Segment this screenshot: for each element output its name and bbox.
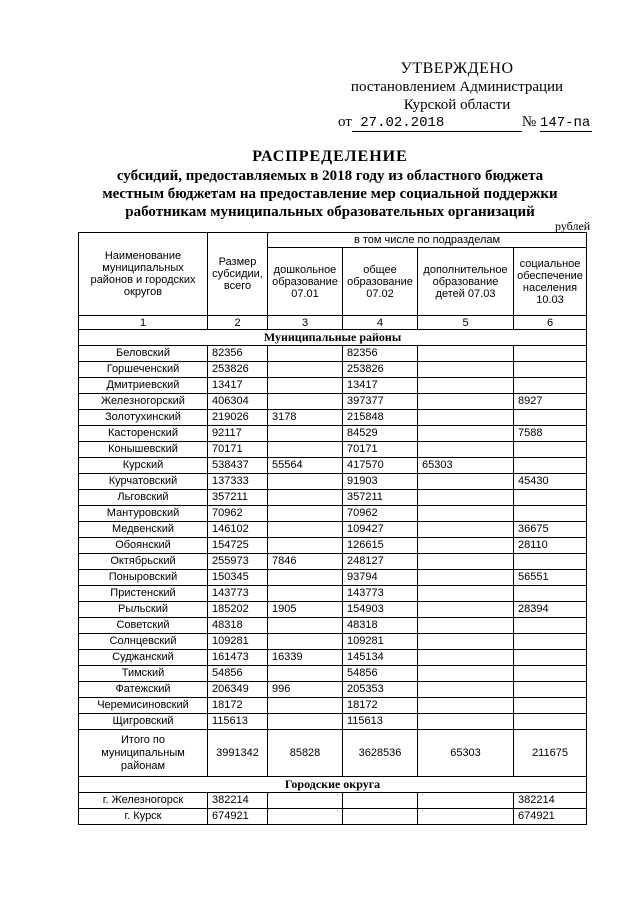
table-row — [79, 698, 587, 714]
cell-general: 145134 — [343, 650, 418, 666]
cell-general: 70962 — [343, 506, 418, 522]
cell-general: 109427 — [343, 522, 418, 538]
cell-total: 143773 — [208, 586, 268, 602]
cell-total: 154725 — [208, 538, 268, 554]
approved-label: УТВЕРЖДЕНО — [400, 60, 514, 77]
cell-preschool: 85828 — [268, 730, 343, 777]
cell-name: Солнцевский — [79, 634, 208, 650]
cell-additional: 65303 — [418, 458, 514, 474]
cell-additional — [418, 666, 514, 682]
cell-social — [514, 458, 587, 474]
cell-name: Суджанский — [79, 650, 208, 666]
cell-total: 357211 — [208, 490, 268, 506]
cell-preschool — [268, 538, 343, 554]
cell-social: 28110 — [514, 538, 587, 554]
cell-social: 7588 — [514, 426, 587, 442]
column-number: 5 — [418, 316, 514, 330]
cell-total: 48318 — [208, 618, 268, 634]
cell-social — [514, 362, 587, 378]
cell-social — [514, 634, 587, 650]
header-name: Наименование муниципальных районов и городских округов — [79, 233, 208, 316]
title-line-3: работникам муниципальных образовательных организаций — [125, 204, 535, 220]
cell-general: 115613 — [343, 714, 418, 730]
cell-additional — [418, 378, 514, 394]
cell-name: г. Курск — [79, 809, 208, 825]
table-row — [79, 602, 587, 618]
cell-additional: 65303 — [418, 730, 514, 777]
cell-name: Итого по муниципальным районам — [79, 730, 208, 777]
cell-social — [514, 346, 587, 362]
cell-preschool: 996 — [268, 682, 343, 698]
decree-date-prefix: от — [338, 114, 352, 130]
cell-general: 3628536 — [343, 730, 418, 777]
cell-total: 109281 — [208, 634, 268, 650]
cell-total: 219026 — [208, 410, 268, 426]
cell-name: Конышевский — [79, 442, 208, 458]
cell-preschool — [268, 426, 343, 442]
cell-general: 70171 — [343, 442, 418, 458]
cell-total: 255973 — [208, 554, 268, 570]
cell-social — [514, 650, 587, 666]
table-row — [79, 793, 587, 809]
cell-total: 70962 — [208, 506, 268, 522]
cell-general: 54856 — [343, 666, 418, 682]
table-row — [79, 522, 587, 538]
cell-name: Щигровский — [79, 714, 208, 730]
cell-name: Льговский — [79, 490, 208, 506]
table-row — [79, 410, 587, 426]
cell-social: 28394 — [514, 602, 587, 618]
cell-social — [514, 714, 587, 730]
cell-name: Дмитриевский — [79, 378, 208, 394]
section-row-districts — [79, 330, 587, 346]
cell-name: Мантуровский — [79, 506, 208, 522]
cell-social: 45430 — [514, 474, 587, 490]
cell-additional — [418, 714, 514, 730]
cell-general: 357211 — [343, 490, 418, 506]
cell-general: 397377 — [343, 394, 418, 410]
table-row — [79, 634, 587, 650]
cell-general: 253826 — [343, 362, 418, 378]
cell-total: 70171 — [208, 442, 268, 458]
cell-general: 143773 — [343, 586, 418, 602]
subsidy-table — [78, 232, 587, 825]
cell-preschool — [268, 378, 343, 394]
column-number: 1 — [79, 316, 208, 330]
cell-preschool — [268, 442, 343, 458]
table-row — [79, 650, 587, 666]
table-row — [79, 474, 587, 490]
cell-additional — [418, 426, 514, 442]
cell-general: 126615 — [343, 538, 418, 554]
cell-total: 92117 — [208, 426, 268, 442]
decree-date: 27.02.2018 — [352, 116, 522, 132]
cell-name: Советский — [79, 618, 208, 634]
cell-total: 382214 — [208, 793, 268, 809]
header-total: Размер субсидии, всего — [208, 233, 268, 316]
cell-total: 115613 — [208, 714, 268, 730]
cell-additional — [418, 809, 514, 825]
cell-general: 154903 — [343, 602, 418, 618]
table-row — [79, 394, 587, 410]
header-additional: дополнительное образование детей 07.03 — [418, 248, 514, 316]
header-social: социальное обеспечение населения 10.03 — [514, 248, 587, 316]
table-row — [79, 714, 587, 730]
cell-social: 8927 — [514, 394, 587, 410]
cell-total: 253826 — [208, 362, 268, 378]
cell-general: 91903 — [343, 474, 418, 490]
table-row — [79, 458, 587, 474]
cell-total: 674921 — [208, 809, 268, 825]
cell-social — [514, 378, 587, 394]
cell-social — [514, 698, 587, 714]
section-title: Муниципальные районы — [79, 330, 587, 346]
cell-name: Обоянский — [79, 538, 208, 554]
cell-general — [343, 793, 418, 809]
cell-social — [514, 586, 587, 602]
approved-by-line: постановлением Администрации — [350, 79, 564, 95]
cell-name: Курчатовский — [79, 474, 208, 490]
cell-social: 56551 — [514, 570, 587, 586]
cell-additional — [418, 634, 514, 650]
table-row — [79, 586, 587, 602]
cell-additional — [418, 793, 514, 809]
cell-general: 13417 — [343, 378, 418, 394]
table-row — [79, 362, 587, 378]
cell-preschool — [268, 618, 343, 634]
cell-additional — [418, 682, 514, 698]
title-heading: РАСПРЕДЕЛЕНИЕ — [252, 148, 408, 165]
cell-preschool: 55564 — [268, 458, 343, 474]
cell-preschool: 16339 — [268, 650, 343, 666]
cell-preschool — [268, 506, 343, 522]
cell-preschool — [268, 634, 343, 650]
table-row — [79, 682, 587, 698]
cell-total: 161473 — [208, 650, 268, 666]
cell-total: 146102 — [208, 522, 268, 538]
cell-general: 109281 — [343, 634, 418, 650]
header-preschool: дошкольное образование 07.01 — [268, 248, 343, 316]
cell-total: 137333 — [208, 474, 268, 490]
cell-additional — [418, 506, 514, 522]
title-line-1: субсидий, предоставляемых в 2018 году из областного бюджета — [116, 168, 544, 184]
cell-social: 36675 — [514, 522, 587, 538]
cell-social: 674921 — [514, 809, 587, 825]
cell-name: Тимский — [79, 666, 208, 682]
column-number: 2 — [208, 316, 268, 330]
table-row — [79, 426, 587, 442]
decree-number-prefix: № — [521, 114, 537, 130]
cell-preschool — [268, 346, 343, 362]
cell-social — [514, 554, 587, 570]
table-row — [79, 809, 587, 825]
column-numbers-row — [79, 316, 587, 330]
cell-social — [514, 442, 587, 458]
cell-name: Поныровский — [79, 570, 208, 586]
cell-general: 93794 — [343, 570, 418, 586]
table-row — [79, 618, 587, 634]
section-row-cities — [79, 777, 587, 793]
table-row — [79, 378, 587, 394]
cell-preschool — [268, 362, 343, 378]
cell-additional — [418, 522, 514, 538]
cell-general: 215848 — [343, 410, 418, 426]
cell-name: Медвенский — [79, 522, 208, 538]
cell-total: 185202 — [208, 602, 268, 618]
cell-preschool — [268, 570, 343, 586]
header-general: общее образование 07.02 — [343, 248, 418, 316]
cell-name: Пристенский — [79, 586, 208, 602]
cell-additional — [418, 394, 514, 410]
table-row — [79, 506, 587, 522]
cell-additional — [418, 490, 514, 506]
cell-name: Горшеченский — [79, 362, 208, 378]
cell-social: 382214 — [514, 793, 587, 809]
cell-additional — [418, 602, 514, 618]
column-number: 4 — [343, 316, 418, 330]
cell-additional — [418, 698, 514, 714]
cell-name: Фатежский — [79, 682, 208, 698]
cell-total: 3991342 — [208, 730, 268, 777]
table-row — [79, 538, 587, 554]
cell-name: Черемисиновский — [79, 698, 208, 714]
cell-additional — [418, 570, 514, 586]
cell-additional — [418, 650, 514, 666]
cell-name: Железногорский — [79, 394, 208, 410]
units-label: рублей — [555, 219, 591, 233]
cell-name: Касторенский — [79, 426, 208, 442]
table-row — [79, 554, 587, 570]
cell-preschool — [268, 714, 343, 730]
cell-general: 18172 — [343, 698, 418, 714]
header-group: в том числе по подразделам — [268, 233, 587, 248]
approved-region-line: Курской области — [403, 97, 511, 113]
cell-additional — [418, 410, 514, 426]
cell-preschool — [268, 698, 343, 714]
cell-name: Беловский — [79, 346, 208, 362]
cell-general: 84529 — [343, 426, 418, 442]
cell-preschool: 3178 — [268, 410, 343, 426]
cell-additional — [418, 538, 514, 554]
cell-total: 54856 — [208, 666, 268, 682]
cell-total: 406304 — [208, 394, 268, 410]
cell-preschool — [268, 793, 343, 809]
cell-preschool — [268, 474, 343, 490]
cell-additional — [418, 554, 514, 570]
cell-preschool — [268, 394, 343, 410]
decree-number: 147-па — [539, 115, 591, 131]
cell-social — [514, 618, 587, 634]
cell-total: 538437 — [208, 458, 268, 474]
cell-preschool — [268, 522, 343, 538]
table-row — [79, 442, 587, 458]
cell-social: 211675 — [514, 730, 587, 777]
cell-preschool — [268, 666, 343, 682]
cell-total: 82356 — [208, 346, 268, 362]
table-row — [79, 570, 587, 586]
cell-general: 82356 — [343, 346, 418, 362]
cell-social — [514, 682, 587, 698]
cell-additional — [418, 474, 514, 490]
table-row — [79, 346, 587, 362]
cell-additional — [418, 618, 514, 634]
total-row — [79, 730, 587, 777]
title-line-2: местным бюджетам на предоставление мер социальной поддержки — [102, 186, 558, 202]
table-row — [79, 490, 587, 506]
approval-stamp — [322, 60, 592, 114]
cell-social — [514, 490, 587, 506]
cell-total: 13417 — [208, 378, 268, 394]
cell-total: 150345 — [208, 570, 268, 586]
cell-general: 48318 — [343, 618, 418, 634]
column-number: 6 — [514, 316, 587, 330]
cell-general: 248127 — [343, 554, 418, 570]
cell-social — [514, 410, 587, 426]
cell-preschool — [268, 586, 343, 602]
cell-general: 417570 — [343, 458, 418, 474]
cell-social — [514, 666, 587, 682]
cell-name: Рыльский — [79, 602, 208, 618]
cell-preschool: 1905 — [268, 602, 343, 618]
cell-additional — [418, 346, 514, 362]
cell-additional — [418, 586, 514, 602]
section-title: Городские округа — [79, 777, 587, 793]
cell-total: 206349 — [208, 682, 268, 698]
cell-additional — [418, 362, 514, 378]
cell-social — [514, 506, 587, 522]
column-number: 3 — [268, 316, 343, 330]
cell-preschool: 7846 — [268, 554, 343, 570]
cell-name: Золотухинский — [79, 410, 208, 426]
decree-reference — [338, 114, 592, 132]
cell-name: Курский — [79, 458, 208, 474]
cell-preschool — [268, 490, 343, 506]
cell-general — [343, 809, 418, 825]
document-title — [60, 148, 600, 221]
cell-name: Октябрьский — [79, 554, 208, 570]
cell-total: 18172 — [208, 698, 268, 714]
table-row — [79, 666, 587, 682]
cell-additional — [418, 442, 514, 458]
cell-name: г. Железногорск — [79, 793, 208, 809]
cell-preschool — [268, 809, 343, 825]
cell-general: 205353 — [343, 682, 418, 698]
